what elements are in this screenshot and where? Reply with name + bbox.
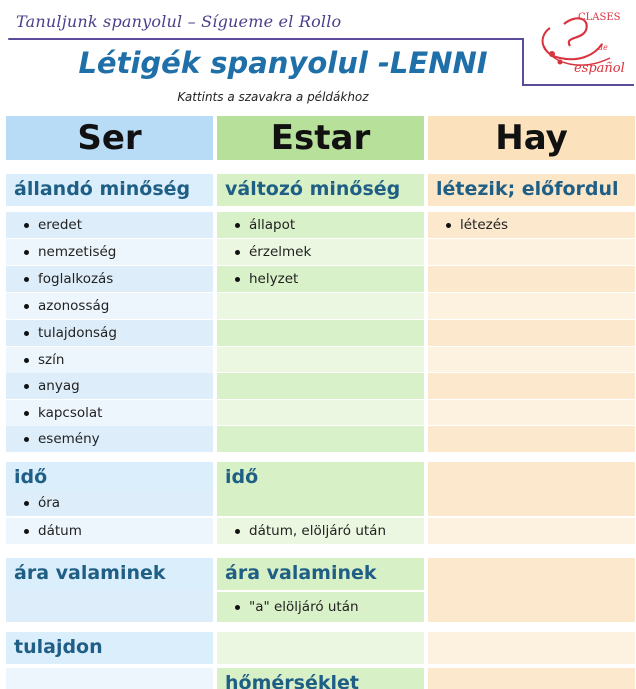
- estar-empty-row: [217, 373, 424, 399]
- estar-section-changing-quality[interactable]: változó minőség: [217, 174, 424, 206]
- bullet-icon: [24, 331, 29, 336]
- list-item[interactable]: dátum, elöljáró után: [217, 518, 424, 544]
- hay-section-exists[interactable]: létezik; előfordul: [428, 174, 635, 206]
- hay-empty-row: [428, 266, 635, 292]
- column-header-estar: Estar: [217, 116, 424, 160]
- list-item[interactable]: anyag: [6, 373, 213, 399]
- list-item[interactable]: kapcsolat: [6, 400, 213, 426]
- estar-empty-row: [217, 347, 424, 372]
- bullet-icon: [235, 277, 240, 282]
- hay-empty-row: [428, 400, 635, 425]
- hay-empty-row: [428, 347, 635, 372]
- ser-section-permanent-quality[interactable]: állandó minőség: [6, 174, 213, 206]
- bullet-icon: [446, 223, 451, 228]
- page-title: Létigék spanyolul -LENNI: [78, 46, 488, 80]
- tagline: Tanuljunk spanyolul – Sígueme el Rollo: [16, 12, 342, 31]
- list-item[interactable]: állapot: [217, 212, 424, 238]
- hay-empty-row: [428, 239, 635, 265]
- estar-section-temperature[interactable]: hőmérséklet: [217, 668, 424, 689]
- bullet-icon: [24, 304, 29, 309]
- ser-section-ownership[interactable]: tulajdon: [6, 632, 213, 664]
- estar-empty-row: [217, 293, 424, 319]
- bullet-icon: [235, 529, 240, 534]
- list-item[interactable]: eredet: [6, 212, 213, 238]
- bullet-icon: [24, 411, 29, 416]
- bullet-icon: [24, 384, 29, 389]
- header-rule-bottom: [522, 84, 634, 86]
- list-item[interactable]: azonosság: [6, 293, 213, 319]
- list-item[interactable]: tulajdonság: [6, 320, 213, 346]
- page-subtitle: Kattints a szavakra a példákhoz: [177, 90, 369, 104]
- ser-section-price[interactable]: ára valaminek: [6, 558, 213, 590]
- bullet-icon: [24, 277, 29, 282]
- list-item[interactable]: nemzetiség: [6, 239, 213, 265]
- hay-empty-row: [428, 462, 635, 516]
- hay-empty-row: [428, 632, 635, 664]
- list-item[interactable]: esemény: [6, 426, 213, 452]
- ser-section-time[interactable]: idő: [6, 462, 213, 490]
- list-item[interactable]: helyzet: [217, 266, 424, 292]
- column-header-hay: Hay: [428, 116, 635, 160]
- estar-empty-row: [217, 400, 424, 425]
- hay-empty-row: [428, 320, 635, 346]
- clases-de-espanol-logo: [530, 6, 630, 82]
- list-item[interactable]: létezés: [428, 212, 635, 238]
- estar-empty-row: [217, 320, 424, 346]
- hay-empty-row: [428, 558, 635, 622]
- estar-section-time[interactable]: idő: [217, 462, 424, 516]
- hay-empty-row: [428, 518, 635, 544]
- bullet-icon: [24, 529, 29, 534]
- list-item[interactable]: szín: [6, 347, 213, 373]
- estar-empty-row: [217, 632, 424, 664]
- svg-text:CLASES: CLASES: [578, 12, 621, 23]
- bullet-icon: [235, 223, 240, 228]
- list-item[interactable]: "a" elöljáró után: [217, 592, 424, 622]
- bullet-icon: [24, 437, 29, 442]
- bullet-icon: [235, 250, 240, 255]
- column-header-ser: Ser: [6, 116, 213, 160]
- bullet-icon: [24, 223, 29, 228]
- list-item[interactable]: érzelmek: [217, 239, 424, 265]
- list-item[interactable]: foglalkozás: [6, 266, 213, 292]
- bullet-icon: [24, 501, 29, 506]
- hay-empty-row: [428, 293, 635, 319]
- list-item[interactable]: dátum: [6, 518, 213, 544]
- estar-empty-row: [217, 426, 424, 452]
- page-header: [0, 0, 636, 110]
- header-rule: [8, 38, 524, 40]
- estar-section-price[interactable]: ára valaminek: [217, 558, 424, 590]
- ser-empty-bottom: [6, 668, 213, 689]
- bullet-icon: [24, 250, 29, 255]
- hay-empty-row: [428, 668, 635, 689]
- svg-text:de: de: [598, 43, 608, 52]
- list-item[interactable]: óra: [6, 490, 213, 516]
- bullet-icon: [235, 605, 240, 610]
- ser-price-empty: [6, 590, 213, 622]
- svg-text:español: español: [574, 61, 625, 76]
- bullet-icon: [24, 358, 29, 363]
- hay-empty-row: [428, 426, 635, 452]
- hay-empty-row: [428, 373, 635, 399]
